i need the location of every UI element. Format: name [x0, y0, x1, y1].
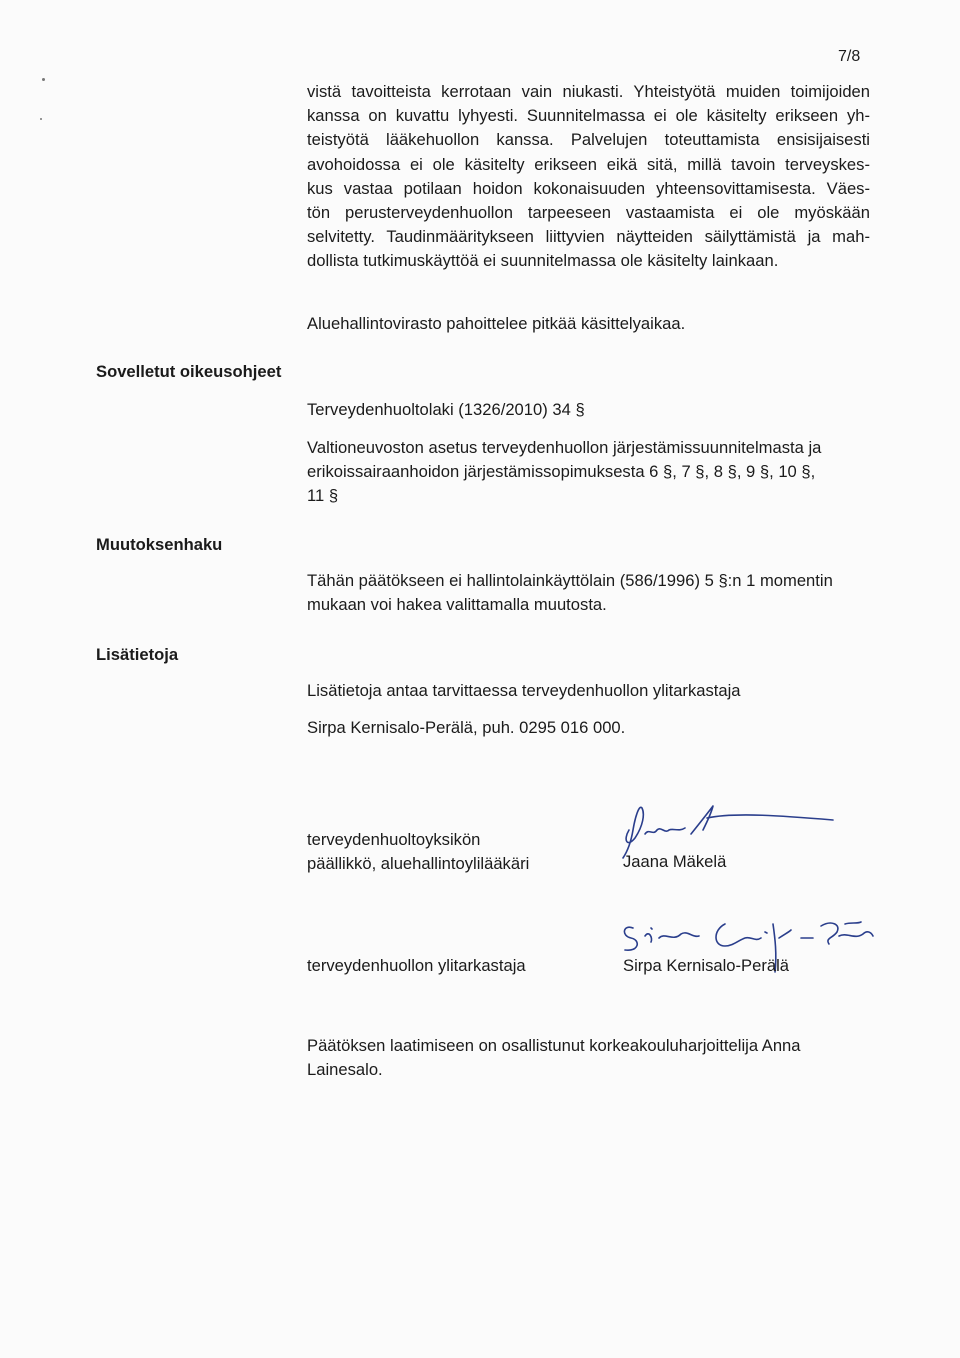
legal-item-1: Terveydenhuoltolaki (1326/2010) 34 §	[307, 400, 585, 419]
page-number: 7/8	[838, 48, 861, 65]
intro-line: kanssa on kuvattu lyhyesti. Suunnitelmassa ei ole käsitelty erikseen yh-	[307, 106, 870, 126]
legal-item-2-line: 11 §	[307, 486, 339, 505]
scan-speck	[42, 78, 45, 81]
closing-sentence: Aluehallintovirasto pahoittelee pitkää käsittelyaikaa.	[307, 314, 686, 333]
intro-line: vistä tavoitteista kerrotaan vain niukasti. Yhteistyötä muiden toimijoiden	[307, 82, 870, 101]
legal-item-2-line: erikoissairaanhoidon järjestämissopimuksesta 6 §, 7 §, 8 §, 9 §, 10 §,	[307, 462, 816, 481]
signature-jaana-makela	[615, 800, 840, 860]
footer-note-line: Lainesalo.	[307, 1060, 383, 1079]
section-heading-legal: Sovelletut oikeusohjeet	[96, 362, 282, 381]
info-line: Lisätietoja antaa tarvittaessa terveydenhuollon ylitarkastaja	[307, 681, 741, 700]
intro-line: kus vastaa potilaan hoidon kokonaisuuden yhteensovittamisesta. Väes-	[307, 178, 870, 198]
intro-line: avohoidossa ei ole käsitelty erikseen eikä sitä, millä tavoin terveyskes-	[307, 154, 870, 174]
appeal-line: Tähän päätökseen ei hallintolainkäyttölain (586/1996) 5 §:n 1 momentin	[307, 571, 833, 590]
signatory-name: Jaana Mäkelä	[623, 852, 727, 871]
footer-note-line: Päätöksen laatimiseen on osallistunut korkeakouluharjoittelija Anna	[307, 1036, 801, 1055]
intro-line: dollista tutkimuskäyttöä ei suunnitelmassa ole käsitelty lainkaan.	[307, 251, 779, 271]
legal-item-2-line: Valtioneuvoston asetus terveydenhuollon järjestämissuunnitelmasta ja	[307, 438, 822, 457]
info-line: Sirpa Kernisalo-Perälä, puh. 0295 016 000.	[307, 718, 626, 737]
signatory-title-line: päällikkö, aluehallintoylilääkäri	[307, 854, 530, 873]
appeal-line: mukaan voi hakea valittamalla muutosta.	[307, 595, 607, 614]
signatory-name: Sirpa Kernisalo-Perälä	[623, 956, 790, 975]
intro-paragraph	[307, 80, 870, 274]
signatory-title-line: terveydenhuoltoyksikön	[307, 830, 481, 849]
signatory-title-line: terveydenhuollon ylitarkastaja	[307, 956, 526, 975]
section-heading-info: Lisätietoja	[96, 645, 179, 664]
intro-line: tön perusterveydenhuollon tarpeeseen vastaamista ei ole myöskään	[307, 203, 870, 223]
section-heading-appeal: Muutoksenhaku	[96, 535, 223, 554]
intro-line: selvitetty. Taudinmääritykseen liittyvien näytteiden säilyttämistä ja mah-	[307, 227, 870, 247]
scan-speck	[40, 118, 42, 120]
intro-line: teistyötä lääkehuollon kanssa. Palvelujen toteuttamista ensisijaisesti	[307, 130, 870, 150]
